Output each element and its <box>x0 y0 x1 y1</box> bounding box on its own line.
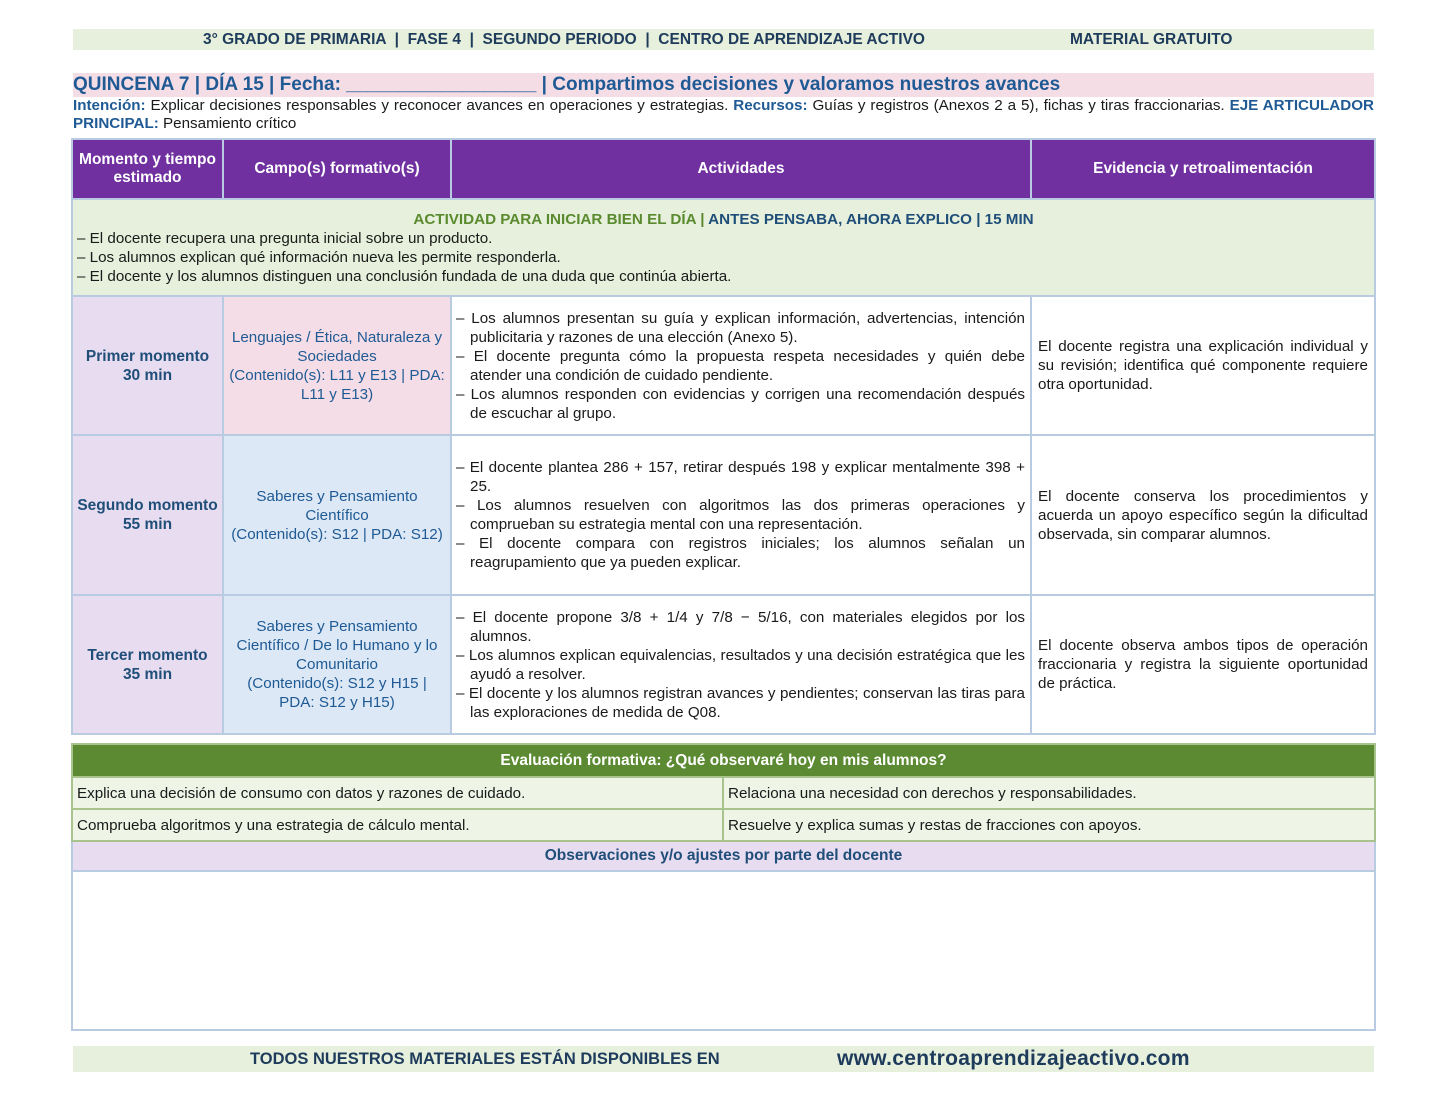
plan-header-row <box>72 139 1375 199</box>
evaluation-table <box>71 743 1376 1031</box>
header-activities: Actividades <box>451 139 1031 199</box>
campo-cell <box>223 435 451 595</box>
campo-cell <box>223 296 451 435</box>
activities-cell <box>451 435 1031 595</box>
activity-item: – El docente pregunta cómo la propuesta respeta necesidades y quién debe atender una condición de cuidado pendiente. <box>456 347 1025 384</box>
evidence-cell: El docente conserva los procedimientos y acuerda un apoyo específico según la dificultad observada, sin comparar alumnos. <box>1031 435 1375 595</box>
activity-item: – El docente compara con registros iniciales; los alumnos señalan un reagrupamiento que ya pueden explicar. <box>456 535 1025 571</box>
campo-cell <box>223 595 451 734</box>
intencion-text: Explicar decisiones responsables y reconocer avances en operaciones y estrategias. <box>145 97 734 114</box>
activity-item: – Los alumnos presentan su guía y explican información, advertencias, intención publicitaria y razones de una elección (Anexo 5). <box>456 309 1025 346</box>
moment-name: Segundo momento <box>77 497 218 514</box>
evaluation-criterion: Comprueba algoritmos y una estrategia de cálculo mental. <box>72 809 723 841</box>
observations-area <box>72 871 1375 1030</box>
eje-label: EJE ARTICULADOR PRINCIPAL: <box>73 97 1374 132</box>
warmup-row <box>72 199 1375 296</box>
evaluation-criterion: Explica una decisión de consumo con datos y razones de cuidado. <box>72 777 723 809</box>
evaluation-criterion: Relaciona una necesidad con derechos y responsabilidades. <box>723 777 1375 809</box>
eje-text: Pensamiento crítico <box>158 115 297 132</box>
session-title-bar <box>73 73 1374 97</box>
header-evidence: Evidencia y retroalimentación <box>1031 139 1375 199</box>
footer-text: TODOS NUESTROS MATERIALES ESTÁN DISPONIBLES EN <box>250 1050 720 1068</box>
session-intro <box>73 97 1374 133</box>
header-free-material: MATERIAL GRATUITO <box>1070 31 1233 48</box>
activities-cell <box>451 595 1031 734</box>
header-grade-info: 3° GRADO DE PRIMARIA | FASE 4 | SEGUNDO PERIODO | CENTRO DE APRENDIZAJE ACTIVO <box>203 31 925 48</box>
recursos-label: Recursos: <box>733 97 808 114</box>
moment-name: Tercer momento <box>87 646 208 664</box>
moment-row-3 <box>72 595 1375 734</box>
campo-contenido: (Contenido(s): S12 | PDA: S12) <box>231 525 443 543</box>
moment-row-2 <box>72 435 1375 595</box>
activity-item: – El docente propone 3/8 + 1/4 y 7/8 − 5/16, con materiales elegidos por los alumnos. <box>456 608 1025 645</box>
campo-name: Saberes y Pensamiento Científico / De lo Humano y lo Comunitario <box>236 618 438 673</box>
evaluation-title: Evaluación formativa: ¿Qué observaré hoy en mis alumnos? <box>72 744 1375 777</box>
activities-cell <box>451 296 1031 435</box>
evidence-cell: El docente observa ambos tipos de operación fraccionaria y registra la siguiente oportunidad de práctica. <box>1031 595 1375 734</box>
warmup-title: ACTIVIDAD PARA INICIAR BIEN EL DÍA | ANTES PENSABA, AHORA EXPLICO | 15 MIN <box>413 211 1034 228</box>
warmup-item: – El docente recupera una pregunta inicial sobre un producto. <box>77 230 493 247</box>
activity-item: – El docente y los alumnos registran avances y pendientes; conservan las tiras para las exploraciones de medida de Q08. <box>456 684 1025 721</box>
moment-time: 30 min <box>122 366 173 384</box>
intencion-label: Intención: <box>73 97 146 114</box>
footer-bar <box>73 1046 1374 1072</box>
campo-contenido: (Contenido(s): S12 y H15 | PDA: S12 y H15) <box>247 675 427 711</box>
campo-name: Saberes y Pensamiento Científico <box>256 487 418 524</box>
activity-item: – Los alumnos responden con evidencias y corrigen una recomendación después de escuchar al grupo. <box>456 385 1025 422</box>
moment-cell <box>72 435 223 595</box>
recursos-text: Guías y registros (Anexos 2 a 5), fichas y tiras fraccionarias. <box>807 97 1230 114</box>
plan-table <box>71 138 1376 735</box>
footer-url: www.centroaprendizajeactivo.com <box>837 1047 1190 1070</box>
activity-item: – Los alumnos explican equivalencias, resultados y una decisión estratégica que les ayudó a resolver. <box>456 646 1025 683</box>
moment-row-1 <box>72 296 1375 435</box>
activity-item: – El docente plantea 286 + 157, retirar después 198 y explicar mentalmente 398 + 25. <box>456 459 1025 495</box>
activity-item: – Los alumnos resuelven con algoritmos las dos primeras operaciones y comprueban su estrategia mental con una representación. <box>456 497 1025 533</box>
moment-cell <box>72 595 223 734</box>
evidence-cell: El docente registra una explicación individual y su revisión; identifica qué componente requiere otra oportunidad. <box>1031 296 1375 435</box>
moment-time: 35 min <box>122 665 173 683</box>
warmup-cell <box>72 199 1375 296</box>
campo-contenido: (Contenido(s): L11 y E13 | PDA: L11 y E13) <box>229 366 445 403</box>
evaluation-criterion: Resuelve y explica sumas y restas de fracciones con apoyos. <box>723 809 1375 841</box>
session-title: QUINCENA 7 | DÍA 15 | Fecha: __________________ | Compartimos decisiones y valoramos nuestros avances <box>73 74 1061 95</box>
campo-name: Lenguajes / Ética, Naturaleza y Sociedades <box>231 328 443 365</box>
header-campo: Campo(s) formativo(s) <box>223 139 451 199</box>
header-bar <box>73 29 1374 50</box>
header-moment: Momento y tiempo estimado <box>72 139 223 199</box>
warmup-item: – Los alumnos explican qué información nueva les permite responderla. <box>77 249 561 266</box>
moment-time: 55 min <box>122 516 173 533</box>
warmup-item: – El docente y los alumnos distinguen una conclusión fundada de una duda que continúa abierta. <box>77 268 732 285</box>
moment-name: Primer momento <box>85 347 210 365</box>
moment-cell <box>72 296 223 435</box>
observations-title: Observaciones y/o ajustes por parte del docente <box>72 841 1375 871</box>
